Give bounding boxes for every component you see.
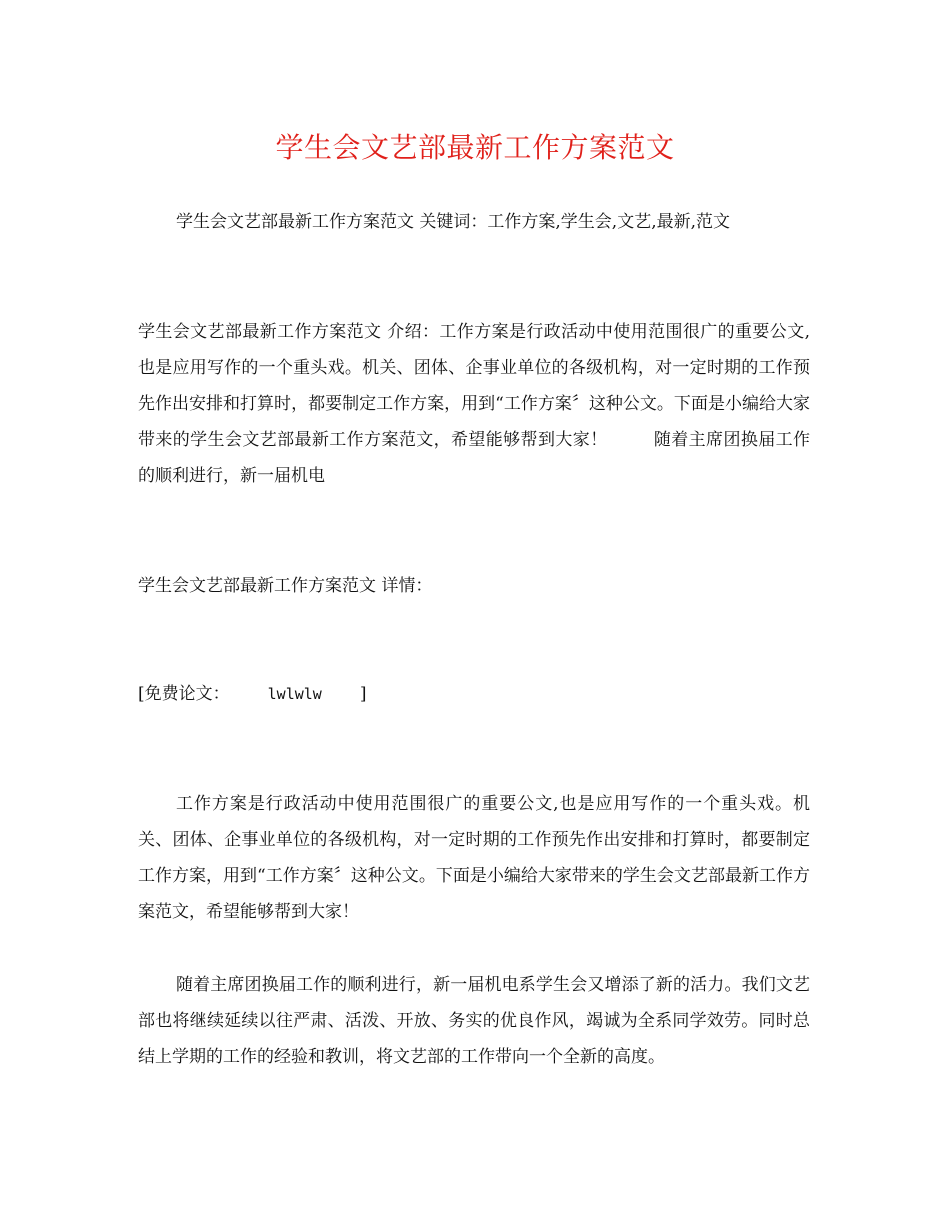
intro-text: 学生会文艺部最新工作方案范文 介绍：工作方案是行政活动中使用范围很广的重要公文,也是应用写作的一个重头戏。机关、团体、企事业单位的各级机构，对一定时期的工作预先作出安排和打算时，都要制定工作方案，用到“工作方案〞这种公文。下面是小编给大家带来的学生会文艺部最新工作方案范文，希望能够帮到大家！ [138,322,810,450]
body-paragraph: 工作方案是行政活动中使用范围很广的重要公文,也是应用写作的一个重头戏。机关、团体、企事业单位的各级机构，对一定时期的工作预先作出安排和打算时，都要制定工作方案，用到“工作方案〞这种公文。下面是小编给大家带来的学生会文艺部最新工作方案范文，希望能够帮到大家！ [138,794,810,922]
page-title: 学生会文艺部最新工作方案范文 [275,131,675,164]
body-paragraph: 随着主席团换届工作的顺利进行，新一届机电系学生会又增添了新的活力。我们文艺部也将继续延续以往严肃、活泼、开放、务实的优良作风，竭诚为全系同学效劳。同时总结上学期的工作的经验和教训，将文艺部的工作带向一个全新的高度。 [138,975,810,1067]
free-paper-open: [免费论文： [138,684,230,704]
intro-tail: 随着主席团换届工作的顺利进行，新一届机电 [138,430,810,486]
free-paper-line [138,676,810,712]
free-paper-code: lwlwlw [267,685,322,703]
free-paper-close: ] [359,684,367,704]
keywords-line: 学生会文艺部最新工作方案范文 关键词：工作方案,学生会,文艺,最新,范文 [176,212,731,232]
detail-label: 学生会文艺部最新工作方案范文 详情： [138,576,433,596]
intro-paragraph [138,314,810,494]
